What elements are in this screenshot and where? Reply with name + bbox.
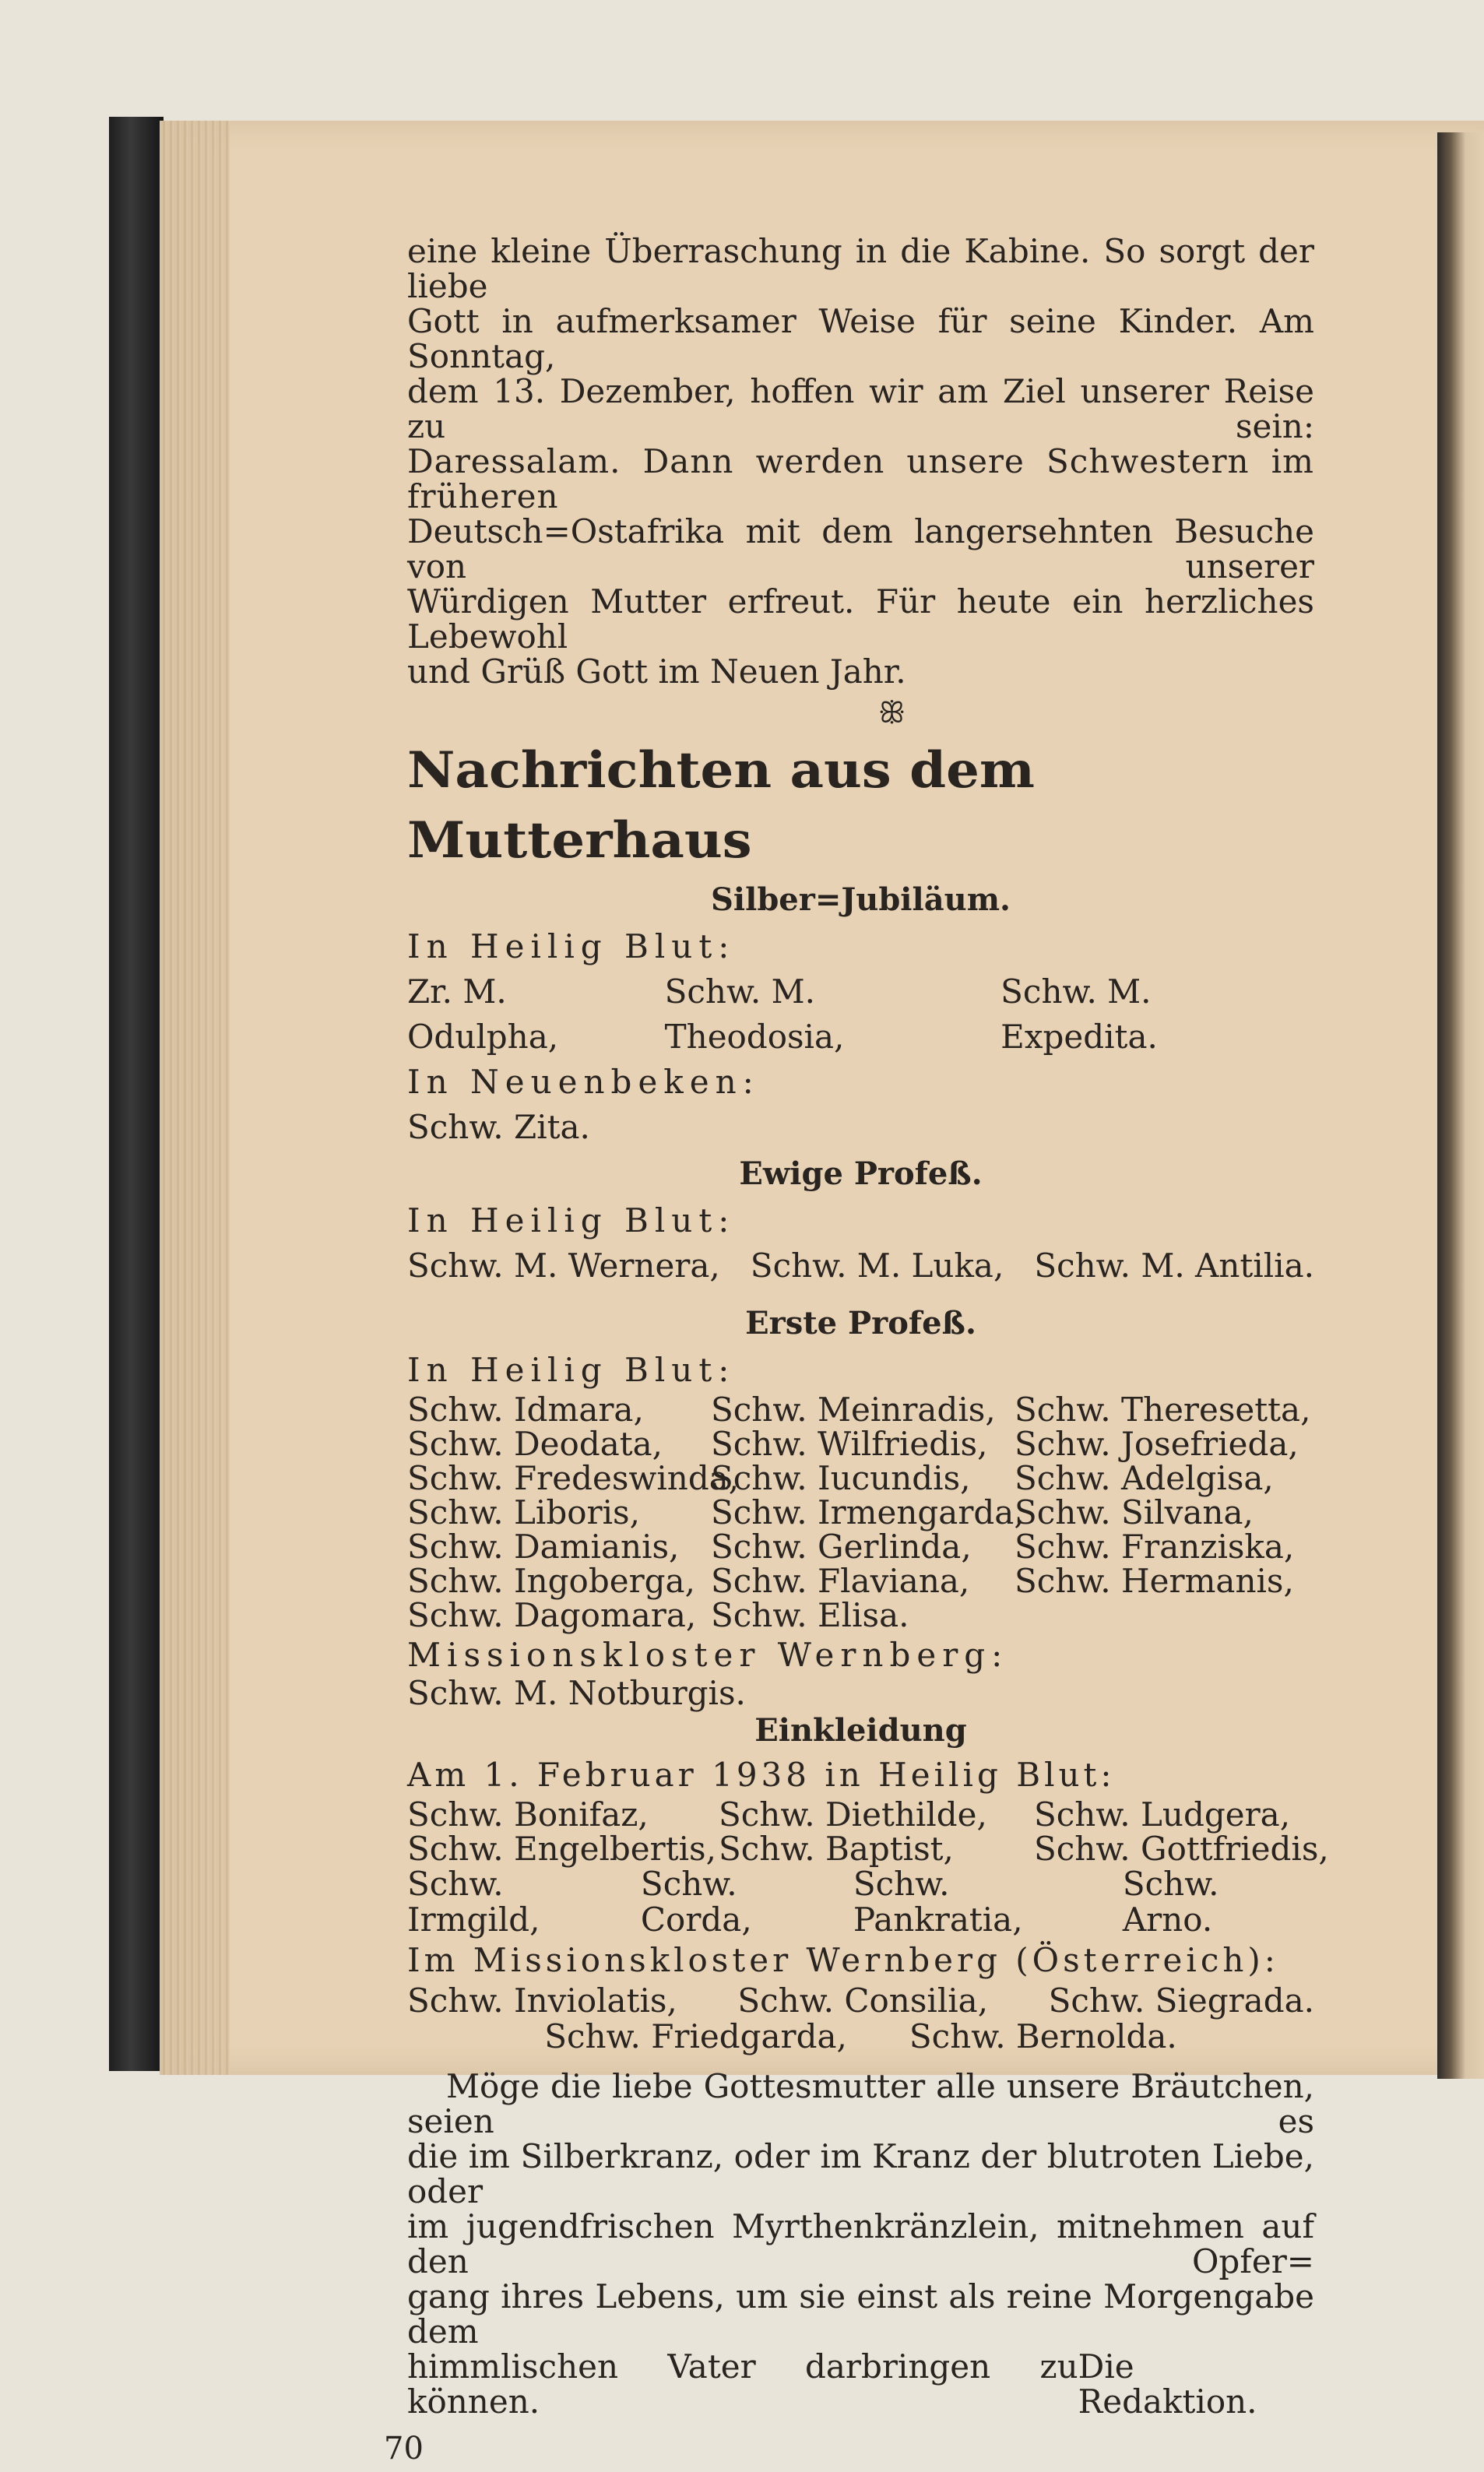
- silber-names-row-2: [407, 1105, 1314, 1150]
- silber-jubilaeum-heading: Silber=Jubiläum.: [711, 881, 1011, 918]
- name-entry: Schw. Bernolda.: [909, 2017, 1177, 2055]
- name-entry: Schw. Irmgild,: [407, 1865, 540, 1939]
- intro-line: Gott in aufmerksamer Weise für seine Kinder. Am Sonntag,: [407, 302, 1314, 375]
- name-entry: Schw. Friedgarda,: [544, 2017, 847, 2055]
- name-entry: Schw. Deodata,: [407, 1425, 663, 1463]
- page-content: [384, 232, 1329, 2472]
- name-entry: [1015, 1598, 1314, 1633]
- place-heilig-blut: In Heilig Blut:: [407, 1351, 736, 1389]
- intro-paragraph: [407, 234, 1314, 689]
- name-entry: Schw. Bonifaz,: [407, 1795, 649, 1834]
- name-entry: Schw. Dagomara,: [407, 1596, 697, 1634]
- signature: Die Redaktion.: [1078, 2347, 1257, 2421]
- ewige-names-row: [407, 1243, 1314, 1289]
- name-entry: Schw. Fredeswinda,: [407, 1459, 740, 1497]
- einkleidung-names-grid: [407, 1795, 1329, 1868]
- name-entry: Schw. Adelgisa,: [1015, 1459, 1274, 1497]
- intro-line: Daressalam. Dann werden unsere Schwestern im früheren: [407, 442, 1314, 515]
- name-entry: Schw. M. Luka,: [750, 1247, 1004, 1285]
- name-entry: Schw. Elisa.: [711, 1596, 909, 1634]
- einkleidung-date-place: Am 1. Februar 1938 in Heilig Blut:: [407, 1756, 1116, 1794]
- book-spine: [109, 117, 164, 2071]
- austria-names-row: [407, 1983, 1314, 2019]
- intro-line: Deutsch=Ostafrika mit dem langersehnten Besuche von unserer: [407, 512, 1314, 585]
- name-entry: Schw. Idmara,: [407, 1391, 644, 1429]
- name-entry: Schw. M. Antilia.: [1034, 1247, 1314, 1285]
- closing-last-line: [407, 2349, 1314, 2419]
- name-entry: Schw. Flaviana,: [711, 1562, 970, 1600]
- place-heilig-blut: In Heilig Blut:: [407, 927, 736, 965]
- place-wernberg-austria: Im Missionskloster Wernberg (Österreich):: [407, 1941, 1279, 1979]
- page-edges: [160, 121, 230, 2075]
- silber-names-row: [407, 969, 1314, 1060]
- name-entry: Schw. Arno.: [1122, 1865, 1219, 1939]
- name-entry: Schw. Irmengarda,: [711, 1493, 1025, 1531]
- section-title: Nachrichten aus dem Mutterhaus: [407, 741, 1035, 870]
- intro-line: dem 13. Dezember, hoffen wir am Ziel unserer Reise zu sein:: [407, 372, 1314, 445]
- closing-line: die im Silberkranz, oder im Kranz der blutroten Liebe, oder: [407, 2137, 1314, 2210]
- name-entry: Schw. Corda,: [640, 1865, 752, 1939]
- page-number: 70: [384, 2431, 424, 2467]
- name-entry: Schw. M. Expedita.: [1000, 972, 1158, 1056]
- name-entry: Schw. Ingoberga,: [407, 1562, 695, 1600]
- name-entry: Schw. Siegrada.: [1048, 1981, 1314, 2020]
- intro-line: eine kleine Überraschung in die Kabine. So sorgt der liebe: [407, 232, 1314, 305]
- name-entry: Schw. Ludgera,: [1034, 1795, 1291, 1834]
- name-entry: Schw. Meinradis,: [711, 1391, 996, 1429]
- facing-page-edge: [1437, 132, 1484, 2079]
- place-wernberg: Missionskloster Wernberg:: [407, 1636, 1009, 1674]
- ewige-profess-heading: Ewige Profeß.: [739, 1155, 983, 1192]
- name-entry: Schw. Silvana,: [1015, 1493, 1254, 1531]
- name-entry: Schw. Gerlinda,: [711, 1528, 972, 1566]
- erste-names-grid: [407, 1393, 1314, 1633]
- name-entry: Schw. Baptist,: [719, 1830, 954, 1868]
- name-entry: Schw. Engelbertis,: [407, 1830, 716, 1868]
- place-heilig-blut: In Heilig Blut:: [407, 1201, 736, 1240]
- erste-profess-heading: Erste Profeß.: [745, 1305, 976, 1341]
- name-entry: Schw. Josefrieda,: [1015, 1425, 1299, 1463]
- ornament-icon: ꕥ: [877, 695, 906, 730]
- austria-names-row-2: [407, 2019, 1314, 2055]
- name-entry: Schw. Pankratia,: [853, 1865, 1023, 1939]
- name-entry: Schw. Zita.: [407, 1108, 590, 1146]
- name-entry: Schw. Liboris,: [407, 1493, 640, 1531]
- name-entry: Zr. M. Odulpha,: [407, 972, 559, 1056]
- name-entry: Schw. Diethilde,: [719, 1795, 987, 1834]
- einkleidung-heading: Einkleidung: [754, 1712, 967, 1749]
- name-entry: Schw. Damianis,: [407, 1528, 680, 1566]
- name-entry: Schw. Hermanis,: [1015, 1562, 1294, 1600]
- name-entry: Schw. Franziska,: [1015, 1528, 1295, 1566]
- closing-line: himmlischen Vater darbringen zu können.: [407, 2347, 1078, 2421]
- einkleidung-names-row-4: [407, 1866, 1314, 1938]
- name-entry: Schw. M. Wernera,: [407, 1247, 720, 1285]
- name-entry: Schw. Consilia,: [737, 1981, 989, 2020]
- closing-line: gang ihres Lebens, um sie einst als reine Morgengabe dem: [407, 2277, 1314, 2351]
- place-neuenbeken: In Neuenbeken:: [407, 1063, 760, 1101]
- intro-line: Würdigen Mutter erfreut. Für heute ein herzliches Lebewohl: [407, 582, 1314, 656]
- name-entry: Schw. Wilfriedis,: [711, 1425, 988, 1463]
- closing-line: im jugendfrischen Myrthenkränzlein, mitnehmen auf den Opfer=: [407, 2207, 1314, 2280]
- name-entry: Schw. Gottfriedis,: [1034, 1830, 1329, 1868]
- name-entry: Schw. Inviolatis,: [407, 1981, 677, 2020]
- intro-line: und Grüß Gott im Neuen Jahr.: [407, 652, 906, 691]
- name-entry: Schw. Theresetta,: [1015, 1391, 1311, 1429]
- closing-line: Möge die liebe Gottesmutter alle unsere Bräutchen, seien es: [407, 2067, 1314, 2140]
- name-entry: Schw. Iucundis,: [711, 1459, 971, 1497]
- name-entry: Schw. M. Theodosia,: [664, 972, 845, 1056]
- closing-paragraph: [407, 2069, 1314, 2419]
- name-entry: Schw. M. Notburgis.: [407, 1674, 746, 1712]
- wernberg-names-row: [407, 1674, 1314, 1712]
